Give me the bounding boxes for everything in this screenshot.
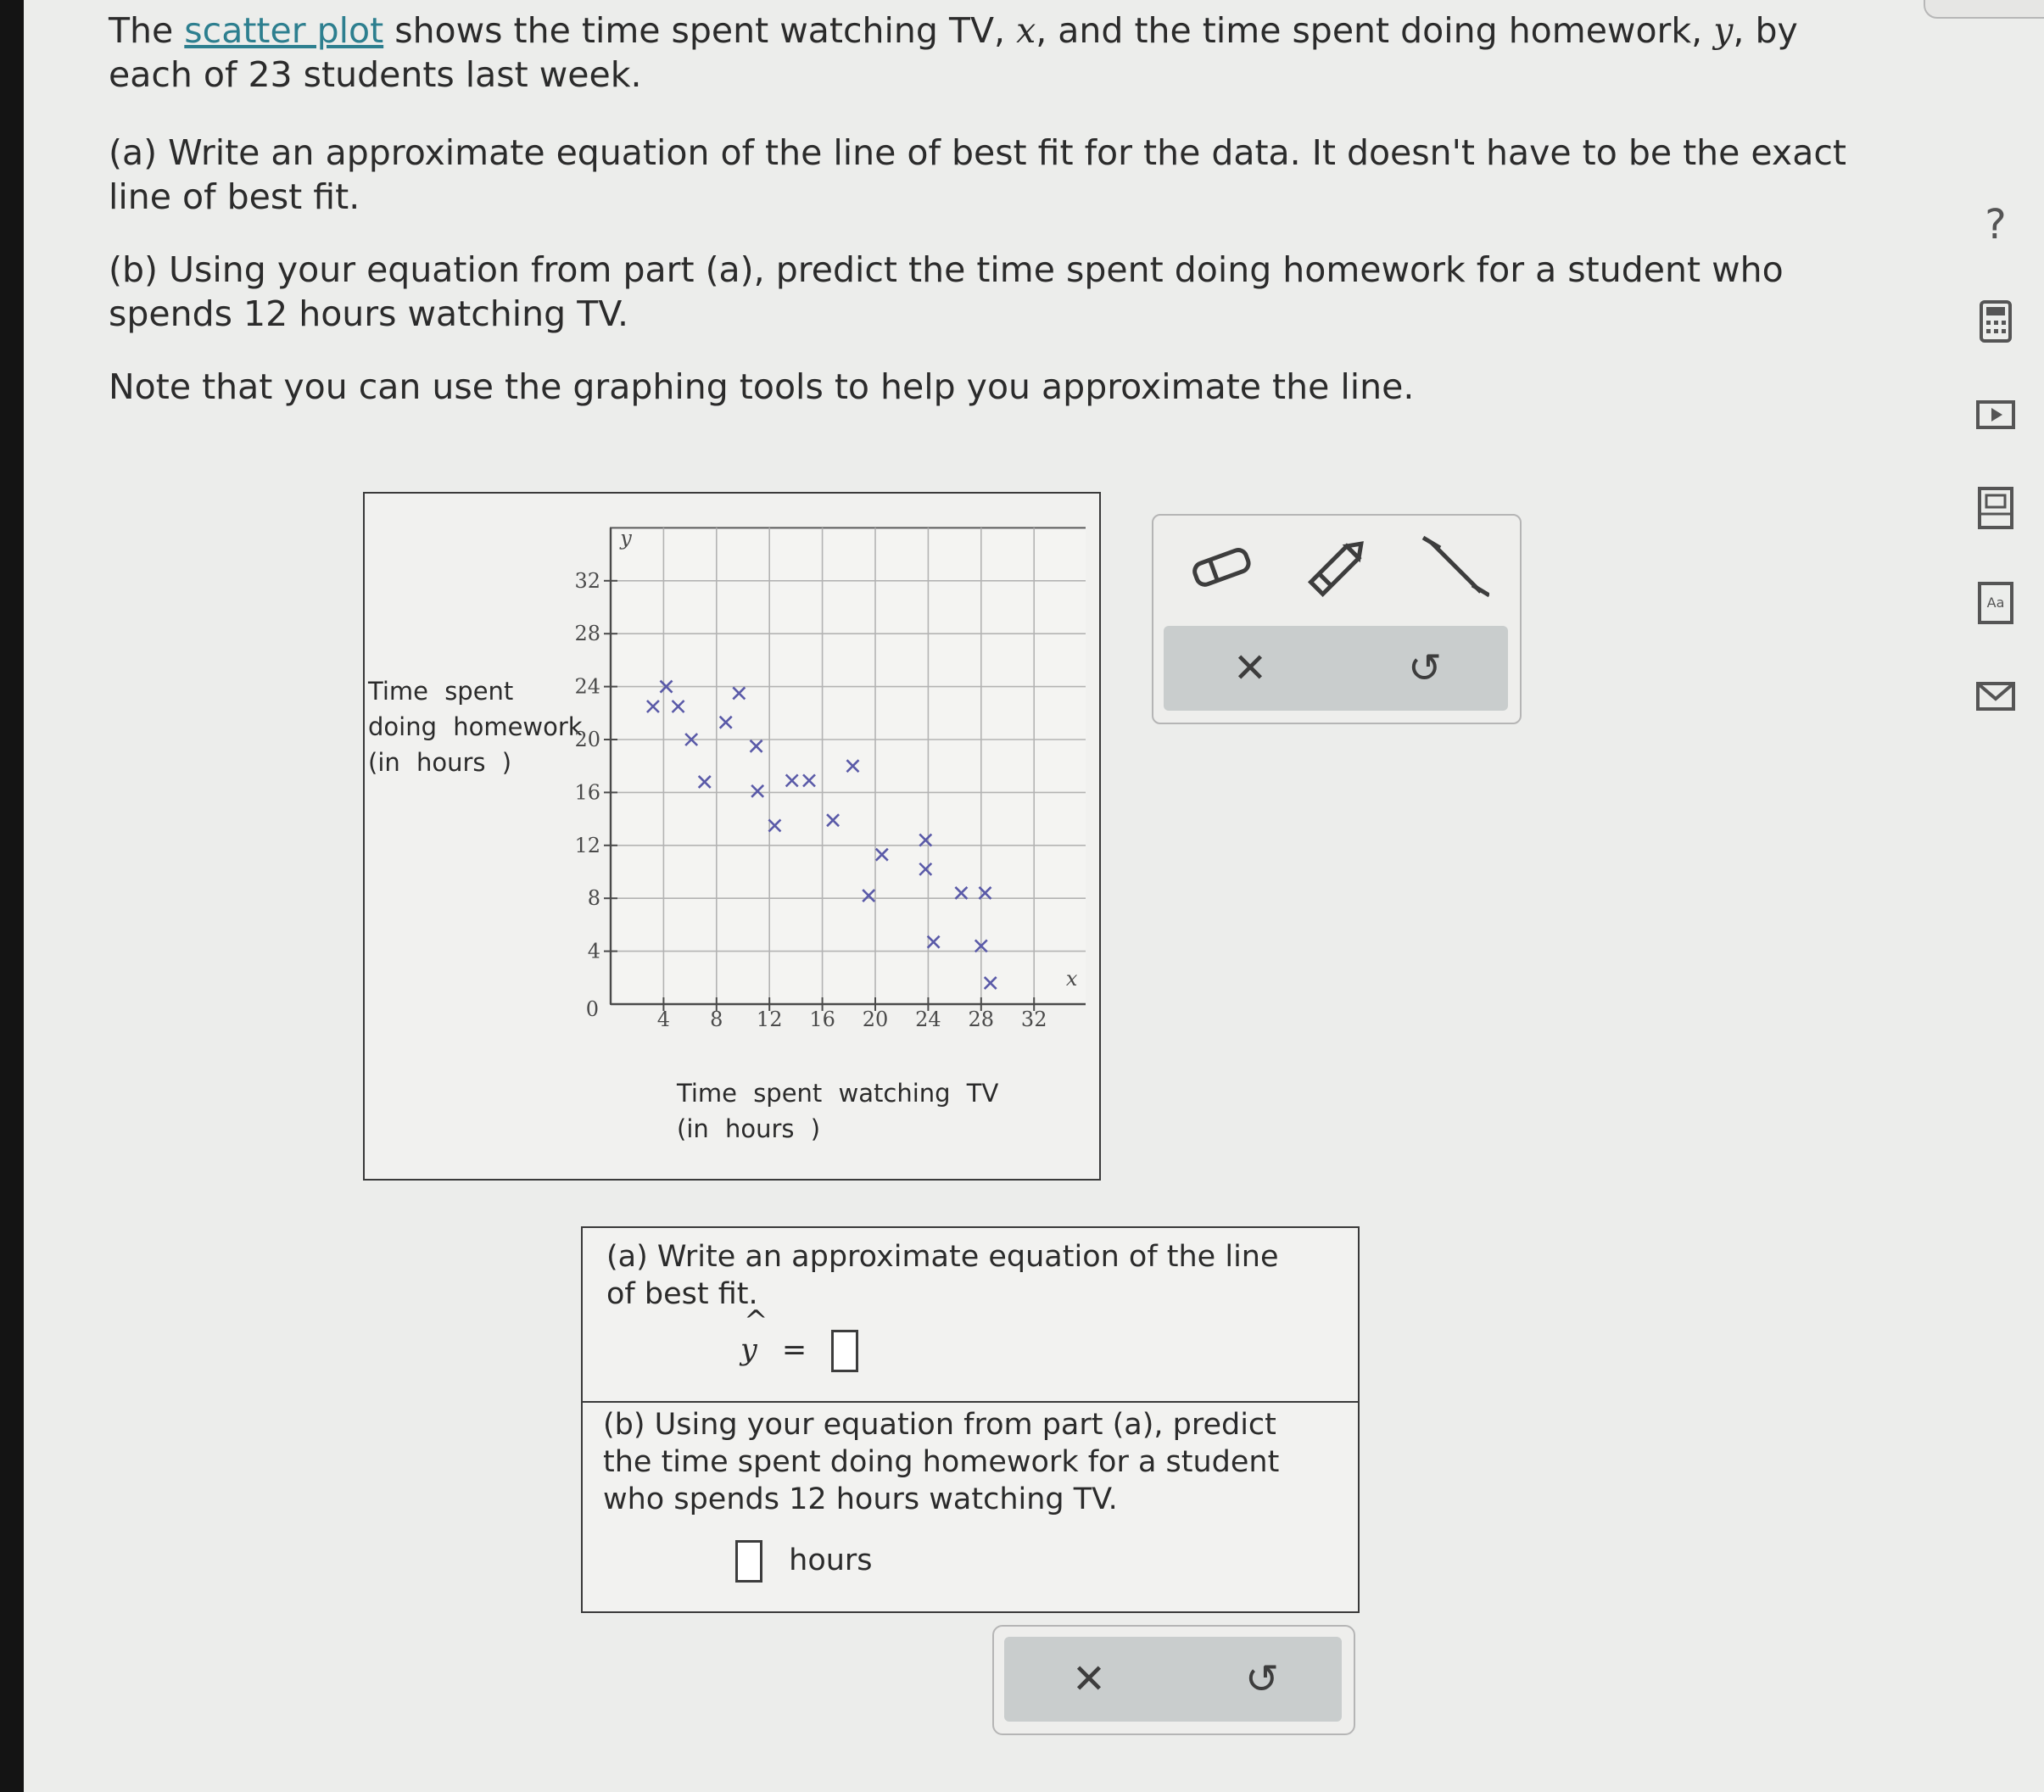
- undo-button[interactable]: ↺: [1407, 645, 1443, 692]
- tool-actions-bar: [1164, 626, 1508, 711]
- eraser-icon[interactable]: [1187, 533, 1255, 600]
- y-tick-label: 12: [574, 833, 600, 857]
- device-bezel: [0, 0, 24, 1792]
- y-axis-title-line: Time spent: [368, 677, 514, 706]
- intro-text-3: , and the time spent doing homework,: [1036, 10, 1714, 51]
- note-text: Note that you can use the graphing tools to help you approximate the line.: [109, 366, 1415, 407]
- y-tick-label: 28: [574, 622, 600, 646]
- y-axis-title-line: doing homework: [368, 712, 583, 741]
- scatter-plot-link[interactable]: scatter plot: [184, 10, 384, 51]
- x-tick-label: 12: [756, 1008, 783, 1031]
- x-variable: x: [1016, 10, 1036, 51]
- x-tick-label: 4: [656, 1008, 671, 1031]
- yhat-symbol: ^ y: [740, 1333, 757, 1367]
- mail-icon[interactable]: [1969, 670, 2022, 723]
- prediction-input[interactable]: [735, 1540, 762, 1583]
- equation-input[interactable]: [831, 1330, 858, 1372]
- part-b-text: (b) Using your equation from part (a), predict the time spent doing homework for a student who spends 12 hours watching TV.: [109, 249, 1784, 334]
- top-right-button[interactable]: [1924, 0, 2044, 19]
- x-axis-symbol: x: [1065, 967, 1078, 991]
- answer-actions: [992, 1625, 1355, 1735]
- part-b-label: (b) Using your equation from part (a), predict the time spent doing homework for a student who spends 12 hours watching TV.: [603, 1408, 1280, 1516]
- graph-panel: [363, 492, 1101, 1181]
- scatter-plot[interactable]: [441, 494, 1086, 1070]
- glossary-icon[interactable]: [1969, 577, 2022, 629]
- y-tick-label: 8: [587, 886, 600, 911]
- help-icon[interactable]: ?: [1985, 201, 2007, 248]
- calculator-icon[interactable]: [1969, 295, 2022, 348]
- x-tick-label: 28: [968, 1008, 995, 1031]
- yhat-equation: [740, 1330, 858, 1372]
- unit-label: hours: [789, 1544, 873, 1577]
- answer-part-a: [583, 1228, 1358, 1403]
- prediction-row: [735, 1540, 873, 1583]
- undo-answer-button[interactable]: ↺: [1244, 1655, 1280, 1703]
- y-tick-label: 20: [574, 728, 600, 751]
- yhat-variable: ^ y: [1713, 8, 1733, 53]
- x-tick-label: 20: [862, 1008, 889, 1031]
- video-icon[interactable]: [1969, 388, 2022, 441]
- textbook-icon[interactable]: [1969, 482, 2022, 534]
- x-axis-title: [677, 1075, 998, 1147]
- equals-sign: =: [781, 1333, 807, 1367]
- answer-actions-bar: [1004, 1637, 1342, 1722]
- y-tick-label: 4: [587, 939, 600, 963]
- y-tick-label: 32: [574, 568, 600, 593]
- answer-box: [581, 1226, 1360, 1613]
- y-tick-label: 16: [574, 780, 600, 805]
- x-tick-label: 8: [710, 1008, 723, 1031]
- glossary-icon-label: Aa: [1986, 595, 2005, 611]
- question-prompt: [109, 8, 1890, 438]
- clear-button[interactable]: ✕: [1232, 645, 1268, 692]
- part-a-text: (a) Write an approximate equation of the line of best fit for the data. It doesn't have to be the exact line of best fit.: [109, 132, 1846, 217]
- intro-text-4: , by each of 23 students last week.: [109, 10, 1798, 95]
- y-axis-symbol: y: [620, 526, 632, 550]
- origin-label: 0: [585, 997, 599, 1021]
- x-axis-title-line: Time spent watching TV: [677, 1079, 999, 1108]
- graphing-tools: [1152, 514, 1522, 724]
- intro-paragraph: [109, 8, 1890, 97]
- x-tick-label: 16: [809, 1008, 835, 1031]
- plot-area: [611, 528, 1086, 1004]
- intro-text-2: shows the time spent watching TV,: [383, 10, 1017, 51]
- clear-answer-button[interactable]: ✕: [1071, 1655, 1107, 1703]
- x-tick-label: 24: [915, 1008, 941, 1031]
- part-a-label: (a) Write an approximate equation of the line of best fit.: [606, 1240, 1279, 1311]
- y-tick-label: 24: [574, 674, 600, 699]
- intro-text: The: [109, 10, 185, 51]
- line-tool-icon[interactable]: [1421, 533, 1489, 600]
- pencil-icon[interactable]: [1304, 533, 1372, 600]
- y-axis-title-line: (in hours ): [368, 748, 512, 777]
- x-tick-label: 32: [1020, 1008, 1047, 1031]
- x-axis-title-line: (in hours ): [677, 1114, 821, 1143]
